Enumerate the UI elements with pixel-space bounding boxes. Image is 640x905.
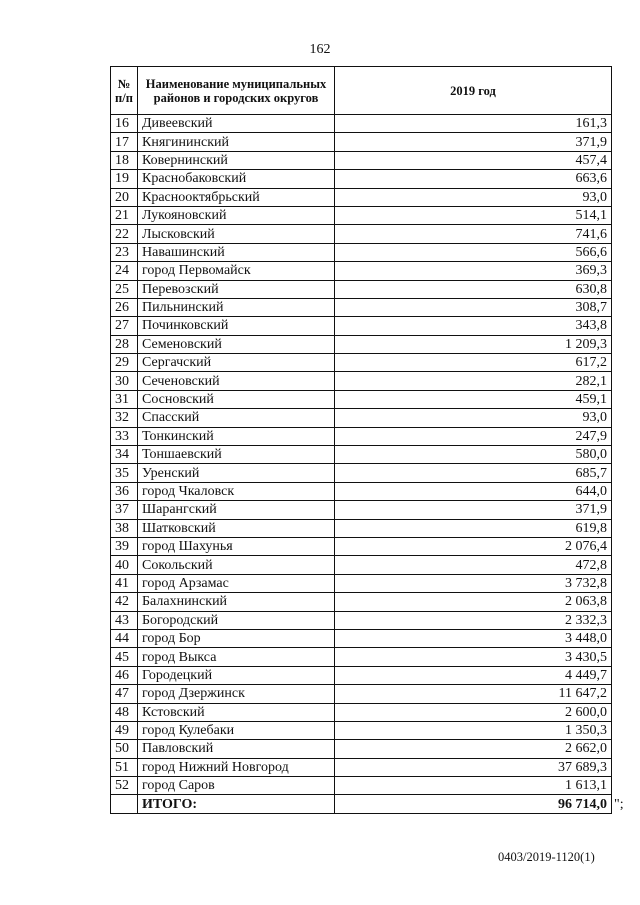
row-value-cell: 3 448,0 bbox=[335, 629, 612, 647]
row-number-cell: 48 bbox=[111, 703, 138, 721]
row-name-cell: Семеновский bbox=[138, 335, 335, 353]
row-value-cell: 457,4 bbox=[335, 151, 612, 169]
table-row bbox=[111, 188, 612, 206]
row-name-cell: Уренский bbox=[138, 464, 335, 482]
row-number-cell: 41 bbox=[111, 574, 138, 592]
row-number-cell: 40 bbox=[111, 556, 138, 574]
row-name-cell: Краснооктябрьский bbox=[138, 188, 335, 206]
table-row bbox=[111, 243, 612, 261]
row-value-cell: 37 689,3 bbox=[335, 758, 612, 776]
row-name-cell: Балахнинский bbox=[138, 593, 335, 611]
row-name-cell: город Саров bbox=[138, 777, 335, 795]
row-value-cell: 308,7 bbox=[335, 298, 612, 316]
budget-table bbox=[110, 66, 612, 814]
table-row bbox=[111, 427, 612, 445]
row-value-cell: 93,0 bbox=[335, 409, 612, 427]
row-name-cell: Починковский bbox=[138, 317, 335, 335]
table-row bbox=[111, 556, 612, 574]
row-number-cell: 36 bbox=[111, 482, 138, 500]
table-row bbox=[111, 335, 612, 353]
row-value-cell: 2 076,4 bbox=[335, 537, 612, 555]
document-code: 0403/2019-1120(1) bbox=[498, 850, 595, 864]
row-name-cell: Перевозский bbox=[138, 280, 335, 298]
row-value-cell: 617,2 bbox=[335, 354, 612, 372]
row-number-cell: 38 bbox=[111, 519, 138, 537]
row-name-cell: Дивеевский bbox=[138, 115, 335, 133]
row-name-cell: Сеченовский bbox=[138, 372, 335, 390]
row-number-cell: 51 bbox=[111, 758, 138, 776]
row-value-cell: 282,1 bbox=[335, 372, 612, 390]
table-row bbox=[111, 151, 612, 169]
table-row bbox=[111, 262, 612, 280]
row-value-cell: 2 332,3 bbox=[335, 611, 612, 629]
row-name-cell: Кстовский bbox=[138, 703, 335, 721]
header-year: 2019 год bbox=[335, 67, 612, 115]
row-name-cell: Спасский bbox=[138, 409, 335, 427]
row-name-cell: Сосновский bbox=[138, 390, 335, 408]
row-number-cell: 45 bbox=[111, 648, 138, 666]
row-name-cell: город Дзержинск bbox=[138, 685, 335, 703]
row-value-cell: 459,1 bbox=[335, 390, 612, 408]
row-value-cell: 2 063,8 bbox=[335, 593, 612, 611]
row-number-cell: 33 bbox=[111, 427, 138, 445]
row-value-cell: 741,6 bbox=[335, 225, 612, 243]
table-row bbox=[111, 537, 612, 555]
row-name-cell: город Шахунья bbox=[138, 537, 335, 555]
row-name-cell: город Бор bbox=[138, 629, 335, 647]
row-number-cell: 23 bbox=[111, 243, 138, 261]
table-row bbox=[111, 721, 612, 739]
row-name-cell: Шарангский bbox=[138, 501, 335, 519]
row-number-cell: 22 bbox=[111, 225, 138, 243]
total-value: 96 714,0 bbox=[335, 795, 612, 813]
row-number-cell: 42 bbox=[111, 593, 138, 611]
row-name-cell: город Чкаловск bbox=[138, 482, 335, 500]
row-name-cell: город Арзамас bbox=[138, 574, 335, 592]
closing-quote-mark: "; bbox=[614, 797, 624, 812]
row-number-cell: 21 bbox=[111, 206, 138, 224]
table-row bbox=[111, 777, 612, 795]
table-row bbox=[111, 740, 612, 758]
table-row bbox=[111, 298, 612, 316]
table-row bbox=[111, 372, 612, 390]
table-row bbox=[111, 206, 612, 224]
row-value-cell: 2 662,0 bbox=[335, 740, 612, 758]
row-value-cell: 3 430,5 bbox=[335, 648, 612, 666]
row-name-cell: Городецкий bbox=[138, 666, 335, 684]
row-name-cell: Сокольский bbox=[138, 556, 335, 574]
row-number-cell: 50 bbox=[111, 740, 138, 758]
table-row bbox=[111, 501, 612, 519]
row-number-cell: 35 bbox=[111, 464, 138, 482]
row-name-cell: город Выкса bbox=[138, 648, 335, 666]
table-row bbox=[111, 115, 612, 133]
row-name-cell: Тонкинский bbox=[138, 427, 335, 445]
row-name-cell: Богородский bbox=[138, 611, 335, 629]
table-row bbox=[111, 464, 612, 482]
row-name-cell: Сергачский bbox=[138, 354, 335, 372]
row-value-cell: 619,8 bbox=[335, 519, 612, 537]
row-number-cell: 29 bbox=[111, 354, 138, 372]
row-number-cell: 49 bbox=[111, 721, 138, 739]
row-name-cell: город Первомайск bbox=[138, 262, 335, 280]
row-name-cell: Княгининский bbox=[138, 133, 335, 151]
row-value-cell: 1 613,1 bbox=[335, 777, 612, 795]
table-row bbox=[111, 133, 612, 151]
row-value-cell: 4 449,7 bbox=[335, 666, 612, 684]
table-row bbox=[111, 703, 612, 721]
table-row bbox=[111, 666, 612, 684]
table-body bbox=[111, 115, 612, 795]
row-value-cell: 371,9 bbox=[335, 133, 612, 151]
table-row bbox=[111, 648, 612, 666]
row-number-cell: 32 bbox=[111, 409, 138, 427]
total-number-cell bbox=[111, 795, 138, 813]
table-row bbox=[111, 482, 612, 500]
row-number-cell: 39 bbox=[111, 537, 138, 555]
row-value-cell: 343,8 bbox=[335, 317, 612, 335]
row-name-cell: Краснобаковский bbox=[138, 170, 335, 188]
row-value-cell: 685,7 bbox=[335, 464, 612, 482]
row-number-cell: 26 bbox=[111, 298, 138, 316]
row-number-cell: 25 bbox=[111, 280, 138, 298]
row-value-cell: 644,0 bbox=[335, 482, 612, 500]
row-name-cell: город Кулебаки bbox=[138, 721, 335, 739]
row-value-cell: 630,8 bbox=[335, 280, 612, 298]
row-value-cell: 580,0 bbox=[335, 446, 612, 464]
row-name-cell: город Нижний Новгород bbox=[138, 758, 335, 776]
table-row bbox=[111, 354, 612, 372]
row-value-cell: 514,1 bbox=[335, 206, 612, 224]
table-header-row bbox=[111, 67, 612, 115]
row-value-cell: 472,8 bbox=[335, 556, 612, 574]
header-name: Наименование муниципальных районов и городских округов bbox=[138, 67, 335, 115]
table-row bbox=[111, 390, 612, 408]
table-row bbox=[111, 593, 612, 611]
table-row bbox=[111, 574, 612, 592]
row-number-cell: 46 bbox=[111, 666, 138, 684]
table-row bbox=[111, 280, 612, 298]
total-label: ИТОГО: bbox=[138, 795, 335, 813]
row-value-cell: 3 732,8 bbox=[335, 574, 612, 592]
row-value-cell: 1 350,3 bbox=[335, 721, 612, 739]
row-value-cell: 247,9 bbox=[335, 427, 612, 445]
page-number: 162 bbox=[309, 42, 331, 57]
table-row bbox=[111, 170, 612, 188]
row-value-cell: 93,0 bbox=[335, 188, 612, 206]
row-number-cell: 28 bbox=[111, 335, 138, 353]
row-number-cell: 47 bbox=[111, 685, 138, 703]
row-number-cell: 27 bbox=[111, 317, 138, 335]
row-name-cell: Ковернинский bbox=[138, 151, 335, 169]
table-row bbox=[111, 685, 612, 703]
table-row bbox=[111, 758, 612, 776]
row-name-cell: Лукояновский bbox=[138, 206, 335, 224]
row-number-cell: 18 bbox=[111, 151, 138, 169]
row-value-cell: 1 209,3 bbox=[335, 335, 612, 353]
table-row bbox=[111, 317, 612, 335]
row-number-cell: 19 bbox=[111, 170, 138, 188]
row-number-cell: 17 bbox=[111, 133, 138, 151]
table-row bbox=[111, 446, 612, 464]
row-name-cell: Шатковский bbox=[138, 519, 335, 537]
row-number-cell: 43 bbox=[111, 611, 138, 629]
row-number-cell: 34 bbox=[111, 446, 138, 464]
total-row bbox=[111, 795, 612, 813]
row-value-cell: 11 647,2 bbox=[335, 685, 612, 703]
row-value-cell: 161,3 bbox=[335, 115, 612, 133]
row-name-cell: Тоншаевский bbox=[138, 446, 335, 464]
row-value-cell: 663,6 bbox=[335, 170, 612, 188]
row-number-cell: 16 bbox=[111, 115, 138, 133]
row-number-cell: 30 bbox=[111, 372, 138, 390]
row-value-cell: 2 600,0 bbox=[335, 703, 612, 721]
table-row bbox=[111, 629, 612, 647]
table-row bbox=[111, 611, 612, 629]
row-number-cell: 52 bbox=[111, 777, 138, 795]
header-number: № п/п bbox=[111, 67, 138, 115]
row-name-cell: Павловский bbox=[138, 740, 335, 758]
row-value-cell: 369,3 bbox=[335, 262, 612, 280]
row-number-cell: 20 bbox=[111, 188, 138, 206]
row-number-cell: 37 bbox=[111, 501, 138, 519]
row-name-cell: Навашинский bbox=[138, 243, 335, 261]
table-row bbox=[111, 409, 612, 427]
row-number-cell: 31 bbox=[111, 390, 138, 408]
table-row bbox=[111, 519, 612, 537]
row-value-cell: 371,9 bbox=[335, 501, 612, 519]
row-number-cell: 44 bbox=[111, 629, 138, 647]
row-number-cell: 24 bbox=[111, 262, 138, 280]
row-name-cell: Пильнинский bbox=[138, 298, 335, 316]
row-name-cell: Лысковский bbox=[138, 225, 335, 243]
table-row bbox=[111, 225, 612, 243]
row-value-cell: 566,6 bbox=[335, 243, 612, 261]
